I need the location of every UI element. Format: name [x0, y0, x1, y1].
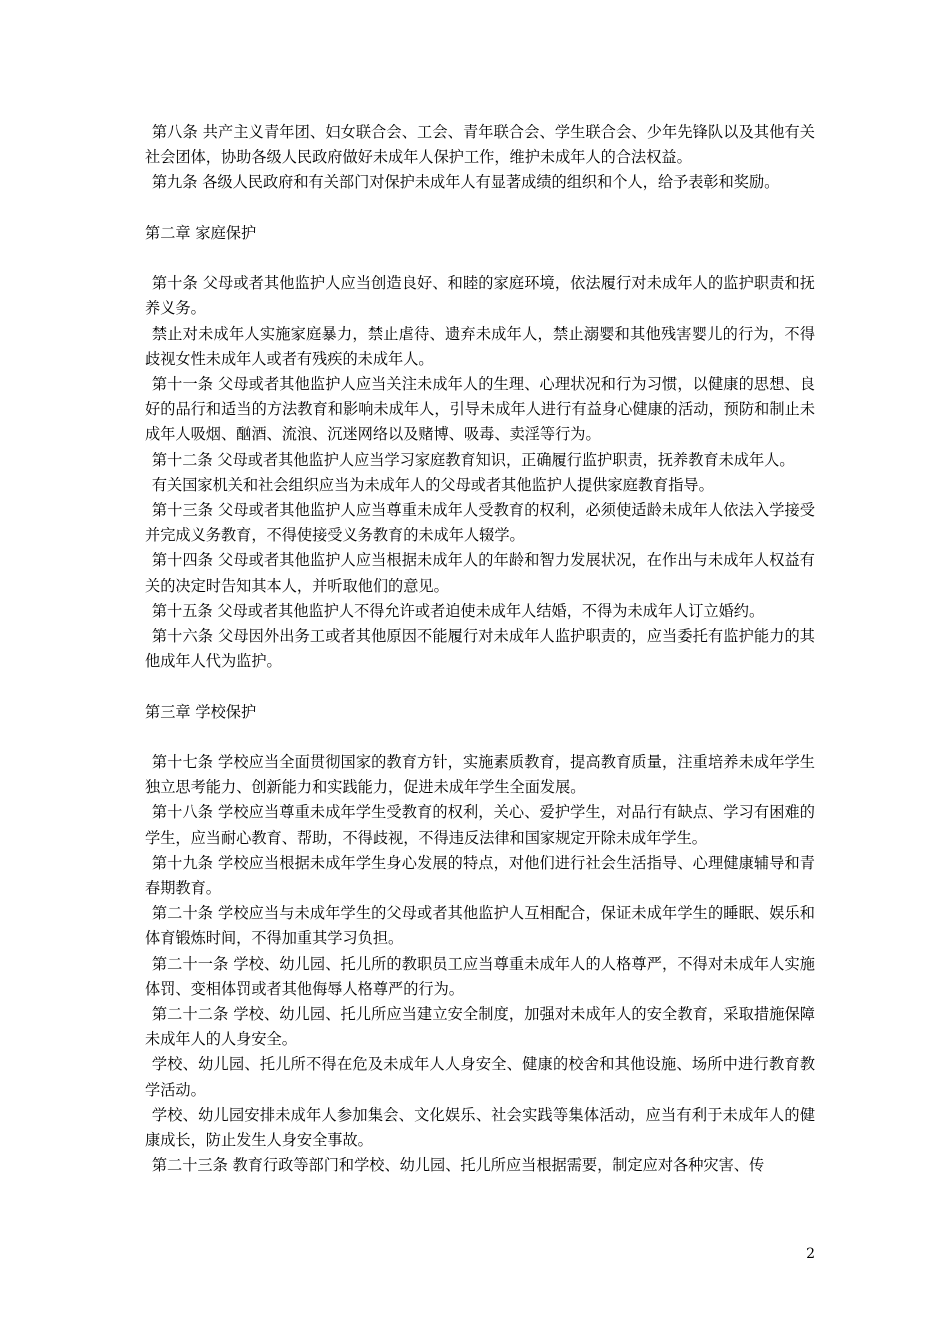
article-paragraph: 学校、幼儿园安排未成年人参加集会、文化娱乐、社会实践等集体活动，应当有利于未成年人的健康成长，防止发生人身安全事故。 — [145, 1105, 815, 1150]
article-paragraph: 第二十条 学校应当与未成年学生的父母或者其他监护人互相配合，保证未成年学生的睡眠、娱乐和体育锻炼时间，不得加重其学习负担。 — [145, 904, 815, 948]
chapter-heading: 第三章 学校保护 — [145, 702, 257, 721]
document-body — [145, 120, 815, 1178]
article-paragraph: 第二十三条 教育行政等部门和学校、幼儿园、托儿所应当根据需要，制定应对各种灾害、传 — [151, 1156, 765, 1175]
article-paragraph: 第十九条 学校应当根据未成年学生身心发展的特点，对他们进行社会生活指导、心理健康辅导和青春期教育。 — [145, 853, 815, 898]
article-paragraph: 第九条 各级人民政府和有关部门对保护未成年人有显著成绩的组织和个人，给予表彰和奖励。 — [151, 173, 780, 192]
article-paragraph: 禁止对未成年人实施家庭暴力，禁止虐待、遗弃未成年人，禁止溺婴和其他残害婴儿的行为，不得歧视女性未成年人或者有残疾的未成年人。 — [145, 324, 815, 368]
article-paragraph: 学校、幼儿园、托儿所不得在危及未成年人人身安全、健康的校舍和其他设施、场所中进行教育教学活动。 — [145, 1055, 815, 1099]
article-paragraph: 第十四条 父母或者其他监护人应当根据未成年人的年龄和智力发展状况，在作出与未成年人权益有关的决定时告知其本人，并听取他们的意见。 — [145, 551, 815, 595]
paragraph-gap — [145, 674, 815, 699]
article-paragraph: 第二十一条 学校、幼儿园、托儿所的教职员工应当尊重未成年人的人格尊严，不得对未成年人实施体罚、变相体罚或者其他侮辱人格尊严的行为。 — [145, 954, 815, 998]
article-paragraph: 第十一条 父母或者其他监护人应当关注未成年人的生理、心理状况和行为习惯，以健康的思想、良好的品行和适当的方法教育和影响未成年人，引导未成年人进行有益身心健康的活动，预防和制止未成年人吸烟、酗酒、流浪、沉迷网络以及赌博、吸毒、卖淫等行为。 — [145, 375, 815, 444]
article-paragraph: 第十三条 父母或者其他监护人应当尊重未成年人受教育的权利，必须使适龄未成年人依法入学接受并完成义务教育，不得使接受义务教育的未成年人辍学。 — [145, 501, 815, 545]
article-paragraph: 第十七条 学校应当全面贯彻国家的教育方针，实施素质教育，提高教育质量，注重培养未成年学生独立思考能力、创新能力和实践能力，促进未成年学生全面发展。 — [145, 753, 815, 797]
page-number: 2 — [806, 1246, 815, 1262]
article-paragraph: 第十二条 父母或者其他监护人应当学习家庭教育知识，正确履行监护职责，抚养教育未成年人。 — [151, 450, 795, 469]
article-paragraph: 第十六条 父母因外出务工或者其他原因不能履行对未成年人监护职责的，应当委托有监护能力的其他成年人代为监护。 — [145, 627, 815, 671]
article-paragraph: 第八条 共产主义青年团、妇女联合会、工会、青年联合会、学生联合会、少年先锋队以及其他有关社会团体，协助各级人民政府做好未成年人保护工作，维护未成年人的合法权益。 — [145, 123, 815, 167]
paragraph-gap — [145, 196, 815, 221]
article-paragraph: 第十五条 父母或者其他监护人不得允许或者迫使未成年人结婚，不得为未成年人订立婚约。 — [151, 601, 765, 620]
article-paragraph: 第二十二条 学校、幼儿园、托儿所应当建立安全制度，加强对未成年人的安全教育，采取措施保障未成年人的人身安全。 — [145, 1005, 815, 1049]
paragraph-gap — [145, 246, 815, 271]
chapter-heading: 第二章 家庭保护 — [145, 223, 257, 242]
article-paragraph: 第十八条 学校应当尊重未成年学生受教育的权利，关心、爱护学生，对品行有缺点、学习有困难的学生，应当耐心教育、帮助，不得歧视，不得违反法律和国家规定开除未成年学生。 — [145, 803, 815, 847]
article-paragraph: 第十条 父母或者其他监护人应当创造良好、和睦的家庭环境，依法履行对未成年人的监护职责和抚养义务。 — [145, 274, 815, 318]
article-paragraph: 有关国家机关和社会组织应当为未成年人的父母或者其他监护人提供家庭教育指导。 — [151, 475, 714, 494]
paragraph-gap — [145, 725, 815, 750]
